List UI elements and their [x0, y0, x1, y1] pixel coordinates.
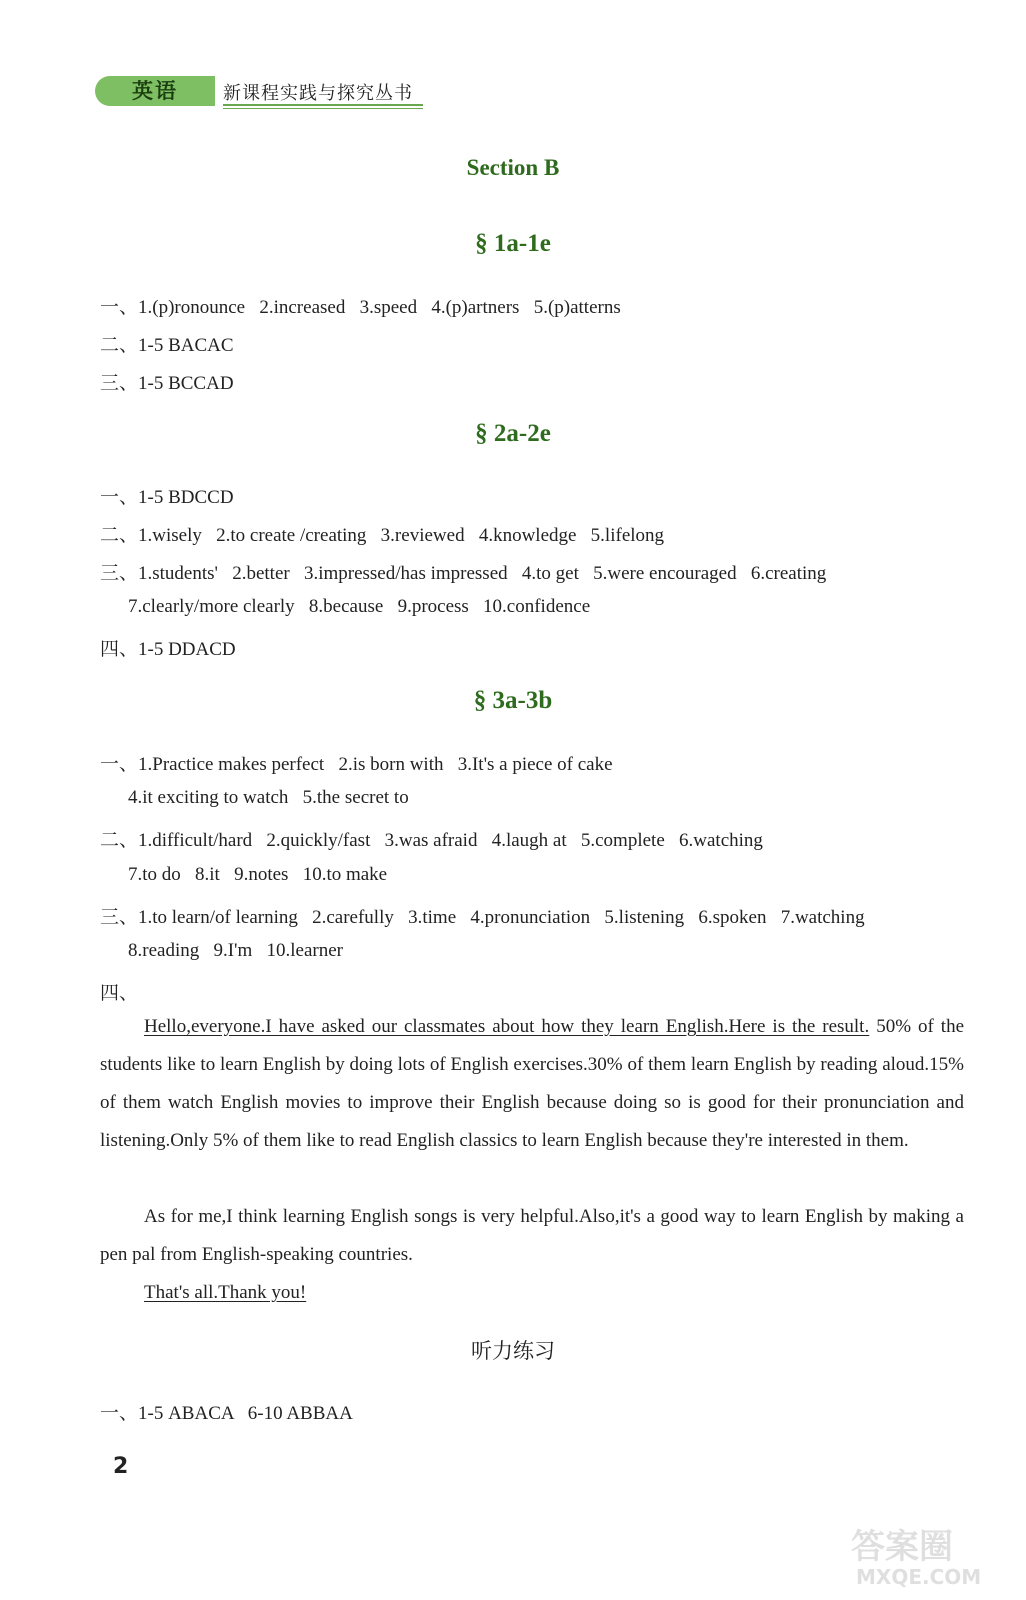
answer-line: 7.to do 8.it 9.notes 10.to make — [128, 864, 388, 885]
essay-paragraph-1 — [100, 1008, 964, 1160]
answer-line: 二、1.difficult/hard 2.quickly/fast 3.was afraid 4.laugh at 5.complete 6.watching — [100, 830, 763, 851]
answer-line: 一、1-5 BDCCD — [100, 487, 234, 508]
essay-paragraph-3 — [100, 1274, 964, 1312]
answer-line: 8.reading 9.I'm 10.learner — [128, 940, 343, 961]
svg-text:答案圈: 答案圈 — [851, 1527, 953, 1567]
essay-text: As for me,I think learning English songs is very helpful.Also,it's a good way to learn English by making a pen pal from English-speaking countries. — [100, 1206, 964, 1265]
answer-line: 二、1-5 BACAC — [100, 335, 234, 356]
listening-title: 听力练习 — [471, 1339, 555, 1363]
subject-badge: 英语 — [95, 76, 215, 106]
svg-text:MXQE.COM: MXQE.COM — [856, 1565, 982, 1589]
answer-line: 一、1.(p)ronounce 2.increased 3.speed 4.(p)artners 5.(p)atterns — [100, 297, 621, 318]
series-title: 新课程实践与探究丛书 — [223, 83, 413, 104]
header-rule-thin — [223, 108, 423, 109]
header-rule — [223, 104, 423, 106]
answer-line: 四、 — [100, 983, 139, 1004]
answer-line: 4.it exciting to watch 5.the secret to — [128, 787, 409, 808]
answer-line: 四、1-5 DDACD — [100, 639, 236, 660]
listening-answers: 一、1-5 ABACA 6-10 ABBAA — [100, 1403, 353, 1424]
answer-line: 7.clearly/more clearly 8.because 9.process 10.confidence — [128, 596, 591, 617]
section-title: Section B — [466, 155, 560, 180]
essay-paragraph-2 — [100, 1198, 964, 1274]
answer-line: 三、1-5 BCCAD — [100, 373, 234, 394]
answer-line: 三、1.to learn/of learning 2.carefully 3.time 4.pronunciation 5.listening 6.spoken 7.watching — [100, 907, 865, 928]
page-header — [95, 76, 425, 110]
essay-closing: That's all.Thank you! — [144, 1282, 307, 1303]
answer-line: 一、1.Practice makes perfect 2.is born with 3.It's a piece of cake — [100, 754, 613, 775]
essay-underlined-sentence: Hello,everyone.I have asked our classmates about how they learn English.Here is the result. — [144, 1016, 870, 1037]
watermark-logo — [846, 1520, 996, 1590]
page-number: 2 — [113, 1454, 129, 1479]
part-title-1a-1e: § 1a-1e — [475, 230, 551, 257]
essay-text: 50% of the students like to learn English by doing lots of English exercises.30% of them learn English by reading aloud.15% of them watch English movies to improve their English because doing so is good for their pronunciation and listening.Only 5% of them like to read English classics to learn English because they're interested in them. — [100, 1016, 964, 1151]
answer-line: 三、1.students' 2.better 3.impressed/has impressed 4.to get 5.were encouraged 6.creating — [100, 563, 827, 584]
part-title-2a-2e: § 2a-2e — [475, 420, 551, 447]
answer-line: 二、1.wisely 2.to create /creating 3.reviewed 4.knowledge 5.lifelong — [100, 525, 665, 546]
part-title-3a-3b: § 3a-3b — [473, 687, 553, 714]
